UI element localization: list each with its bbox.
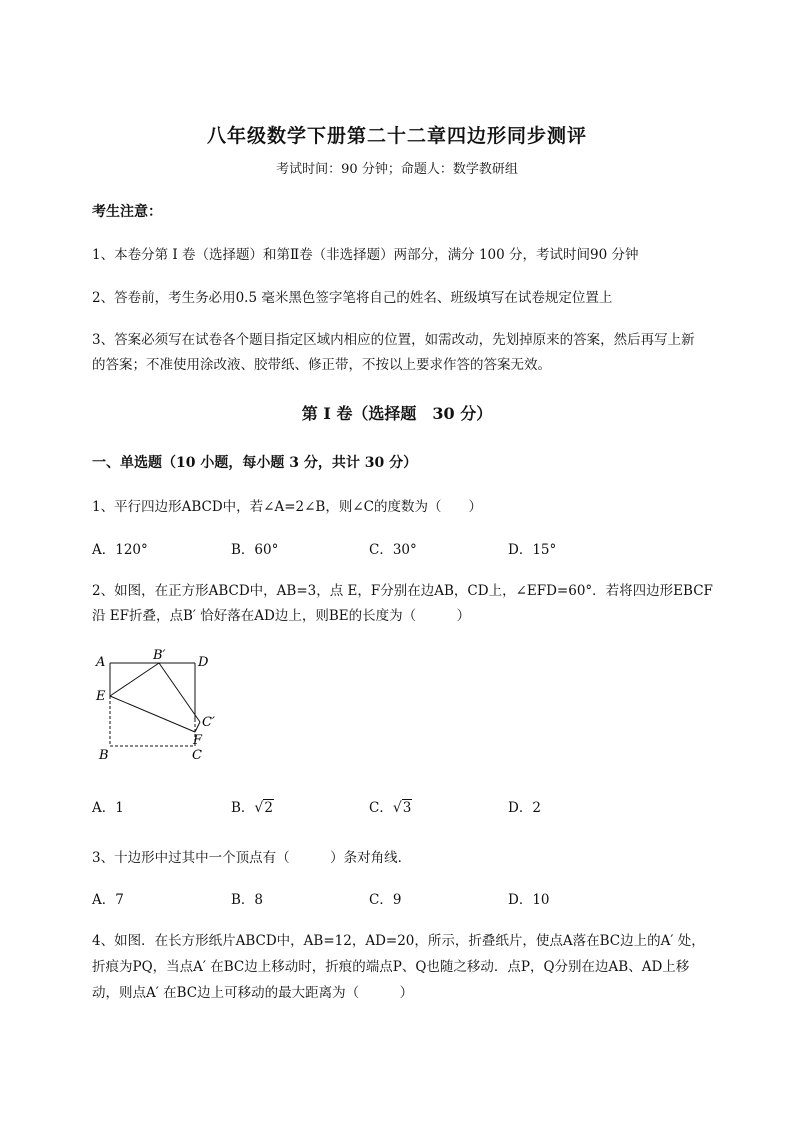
sqrt-symbol: √ — [254, 800, 264, 816]
option-b-label: B． — [231, 800, 255, 816]
square-fold-figure — [92, 646, 242, 766]
fold-line-ef — [110, 696, 195, 732]
part-heading: 一、单选题（10 小题，每小题 3 分，共计 30 分） — [92, 455, 418, 471]
notice-item-3: 3、答案必须写在试卷各个题目指定区域内相应的位置，如需改动，先划掉原来的答案，然后再写上新 — [92, 332, 695, 348]
sqrt-2 — [254, 800, 274, 816]
question-2-option-c[interactable] — [369, 796, 412, 816]
notice-item-3-continued: 的答案；不准使用涂改液、胶带纸、修正带，不按以上要求作答的答案无效。 — [92, 357, 551, 373]
exam-info: 考试时间：90 分钟；命题人：数学教研组 — [276, 162, 518, 177]
radicand-2: 2 — [264, 800, 273, 816]
question-1-option-b[interactable]: B．60° — [231, 542, 279, 558]
label-c: C — [192, 748, 202, 763]
question-3-option-b[interactable]: B．8 — [231, 892, 264, 908]
notice-heading: 考生注意： — [92, 204, 162, 220]
question-4-stem-line-3: 动，则点A′ 在BC边上可移动的最大距离为（ ） — [92, 985, 414, 1001]
question-4-stem-line-1: 4、如图．在长方形纸片ABCD中，AB=12，AD=20，所示，折叠纸片，使点A落在BC边上的A′ 处， — [92, 933, 705, 949]
question-2-option-b[interactable] — [231, 796, 274, 816]
edge-eb-prime — [110, 663, 159, 696]
question-2-option-d[interactable]: D．2 — [508, 800, 541, 816]
label-d: D — [198, 655, 209, 670]
notice-item-1: 1、本卷分第 I 卷（选择题）和第Ⅱ卷（非选择题）两部分，满分 100 分，考试时间90 分钟 — [92, 247, 639, 263]
label-c-prime: C′ — [202, 715, 215, 730]
question-1-stem: 1、平行四边形ABCD中，若∠A=2∠B，则∠C的度数为（ ） — [92, 499, 482, 515]
question-3-option-c[interactable]: C．9 — [369, 892, 402, 908]
question-3-option-a[interactable]: A．7 — [92, 892, 124, 908]
radicand-3: 3 — [402, 800, 412, 816]
question-2-stem-line-2: 沿 EF折叠，点B′ 恰好落在AD边上，则BE的长度为（ ） — [92, 608, 471, 624]
option-c-label: C． — [369, 800, 393, 816]
question-1-option-d[interactable]: D．15° — [508, 542, 557, 558]
label-b: B — [99, 748, 109, 763]
sqrt-3 — [393, 800, 413, 816]
label-a: A — [96, 655, 106, 670]
notice-item-2: 2、答卷前，考生务必用0.5 毫米黑色签字笔将自己的姓名、班级填写在试卷规定位置上 — [92, 290, 613, 306]
sqrt-symbol: √ — [392, 800, 402, 816]
question-3-option-d[interactable]: D．10 — [508, 892, 550, 908]
question-2-stem-line-1: 2、如图，在正方形ABCD中，AB=3，点 E，F分别在边AB，CD上，∠EFD=60°．若将四边形EBCF — [92, 583, 713, 599]
label-b-prime: B′ — [153, 648, 166, 663]
question-3-stem: 3、十边形中过其中一个顶点有（ ）条对角线． — [92, 850, 412, 866]
page-title: 八年级数学下册第二十二章四边形同步测评 — [206, 125, 587, 147]
question-4-stem-line-2: 折痕为PQ，当点A′ 在BC边上移动时，折痕的端点P、Q也随之移动．点P，Q分别在边AB、AD上移 — [92, 959, 690, 975]
label-f: F — [193, 733, 203, 748]
edge-b-prime-c-prime — [159, 663, 200, 722]
label-e: E — [96, 689, 106, 704]
edge-c-prime-f — [195, 722, 200, 732]
section-title: 第 I 卷（选择题 30 分） — [301, 404, 493, 423]
question-2-option-a[interactable]: A．1 — [92, 800, 124, 816]
question-1-option-a[interactable]: A．120° — [92, 542, 148, 558]
question-1-option-c[interactable]: C．30° — [369, 542, 417, 558]
